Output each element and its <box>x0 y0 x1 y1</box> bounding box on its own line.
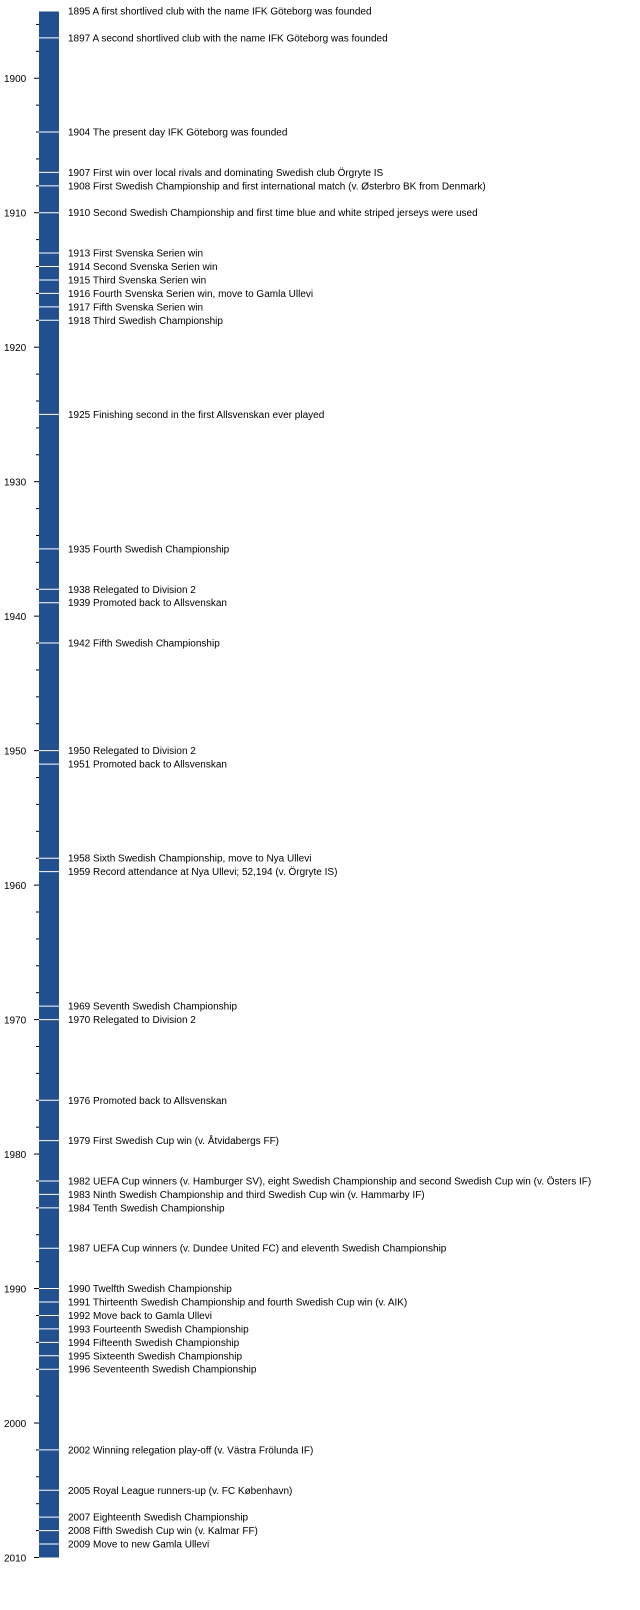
event-label: 1987 UEFA Cup winners (v. Dundee United FC) and eleventh Swedish Championship <box>68 1243 447 1255</box>
event-label: 1925 Finishing second in the first Allsvenskan ever played <box>68 409 325 421</box>
axis-year-label: 1960 <box>4 881 27 893</box>
event-label: 1897 A second shortlived club with the name IFK Göteborg was founded <box>68 33 388 45</box>
event-label: 1982 UEFA Cup winners (v. Hamburger SV), eight Swedish Championship and second Swedish Cup win (v. Östers IF) <box>68 1176 592 1188</box>
event-label: 1942 Fifth Swedish Championship <box>68 638 220 650</box>
event-label: 1995 Sixteenth Swedish Championship <box>68 1351 242 1363</box>
event-label: 1969 Seventh Swedish Championship <box>68 1001 237 1013</box>
event-label: 1996 Seventeenth Swedish Championship <box>68 1364 257 1376</box>
event-label: 2009 Move to new Gamla Ullevi <box>68 1539 210 1551</box>
event-label: 1918 Third Swedish Championship <box>68 315 223 327</box>
event-label: 1958 Sixth Swedish Championship, move to Nya Ullevi <box>68 853 312 865</box>
event-label: 2005 Royal League runners-up (v. FC København) <box>68 1485 293 1497</box>
event-label: 2007 Eighteenth Swedish Championship <box>68 1512 249 1524</box>
event-label: 1950 Relegated to Division 2 <box>68 746 196 758</box>
event-label: 1913 First Svenska Serien win <box>68 248 204 260</box>
event-label: 1991 Thirteenth Swedish Championship and fourth Swedish Cup win (v. AIK) <box>68 1297 408 1309</box>
event-label: 1915 Third Svenska Serien win <box>68 275 207 287</box>
event-label: 1908 First Swedish Championship and first international match (v. Østerbro BK from Denmark) <box>68 181 486 193</box>
axis-year-label: 1920 <box>4 343 27 355</box>
event-label: 1976 Promoted back to Allsvenskan <box>68 1095 227 1107</box>
event-label: 1916 Fourth Svenska Serien win, move to Gamla Ullevi <box>68 288 314 300</box>
axis-year-label: 1990 <box>4 1284 27 1296</box>
event-label: 1983 Ninth Swedish Championship and third Swedish Cup win (v. Hammarby IF) <box>68 1189 425 1201</box>
axis-year-label: 2010 <box>4 1553 27 1565</box>
event-label: 1910 Second Swedish Championship and first time blue and white striped jerseys were used <box>68 208 478 220</box>
axis-year-label: 1940 <box>4 612 27 624</box>
axis-year-label: 2000 <box>4 1419 27 1431</box>
axis-year-label: 1970 <box>4 1015 27 1027</box>
event-label: 1895 A first shortlived club with the name IFK Göteborg was founded <box>68 6 372 18</box>
axis-year-label: 1980 <box>4 1150 27 1162</box>
event-label: 1917 Fifth Svenska Serien win <box>68 302 204 314</box>
axis-year-label: 1900 <box>4 74 27 86</box>
axis-year-label: 1910 <box>4 208 27 220</box>
event-label: 1990 Twelfth Swedish Championship <box>68 1284 232 1296</box>
event-label: 1984 Tenth Swedish Championship <box>68 1203 225 1215</box>
axis-year-label: 1950 <box>4 746 27 758</box>
event-label: 1959 Record attendance at Nya Ullevi; 52,194 (v. Örgryte IS) <box>68 867 338 879</box>
axis-year-label: 1930 <box>4 477 27 489</box>
event-label: 1938 Relegated to Division 2 <box>68 584 196 596</box>
event-label: 1904 The present day IFK Göteborg was founded <box>68 127 288 139</box>
event-label: 1970 Relegated to Division 2 <box>68 1015 196 1027</box>
event-label: 1994 Fifteenth Swedish Championship <box>68 1337 240 1349</box>
event-label: 1951 Promoted back to Allsvenskan <box>68 759 227 771</box>
event-label: 1907 First win over local rivals and dominating Swedish club Örgryte IS <box>68 167 384 179</box>
event-label: 1935 Fourth Swedish Championship <box>68 544 230 556</box>
event-label: 1993 Fourteenth Swedish Championship <box>68 1324 249 1336</box>
event-label: 1979 First Swedish Cup win (v. Åtvidabergs FF) <box>68 1136 280 1148</box>
timeline-bar <box>39 11 59 1558</box>
event-label: 2002 Winning relegation play-off (v. Västra Frölunda IF) <box>68 1445 314 1457</box>
event-label: 1992 Move back to Gamla Ullevi <box>68 1310 212 1322</box>
event-label: 1939 Promoted back to Allsvenskan <box>68 598 227 610</box>
event-label: 1914 Second Svenska Serien win <box>68 262 218 274</box>
event-label: 2008 Fifth Swedish Cup win (v. Kalmar FF) <box>68 1526 258 1538</box>
